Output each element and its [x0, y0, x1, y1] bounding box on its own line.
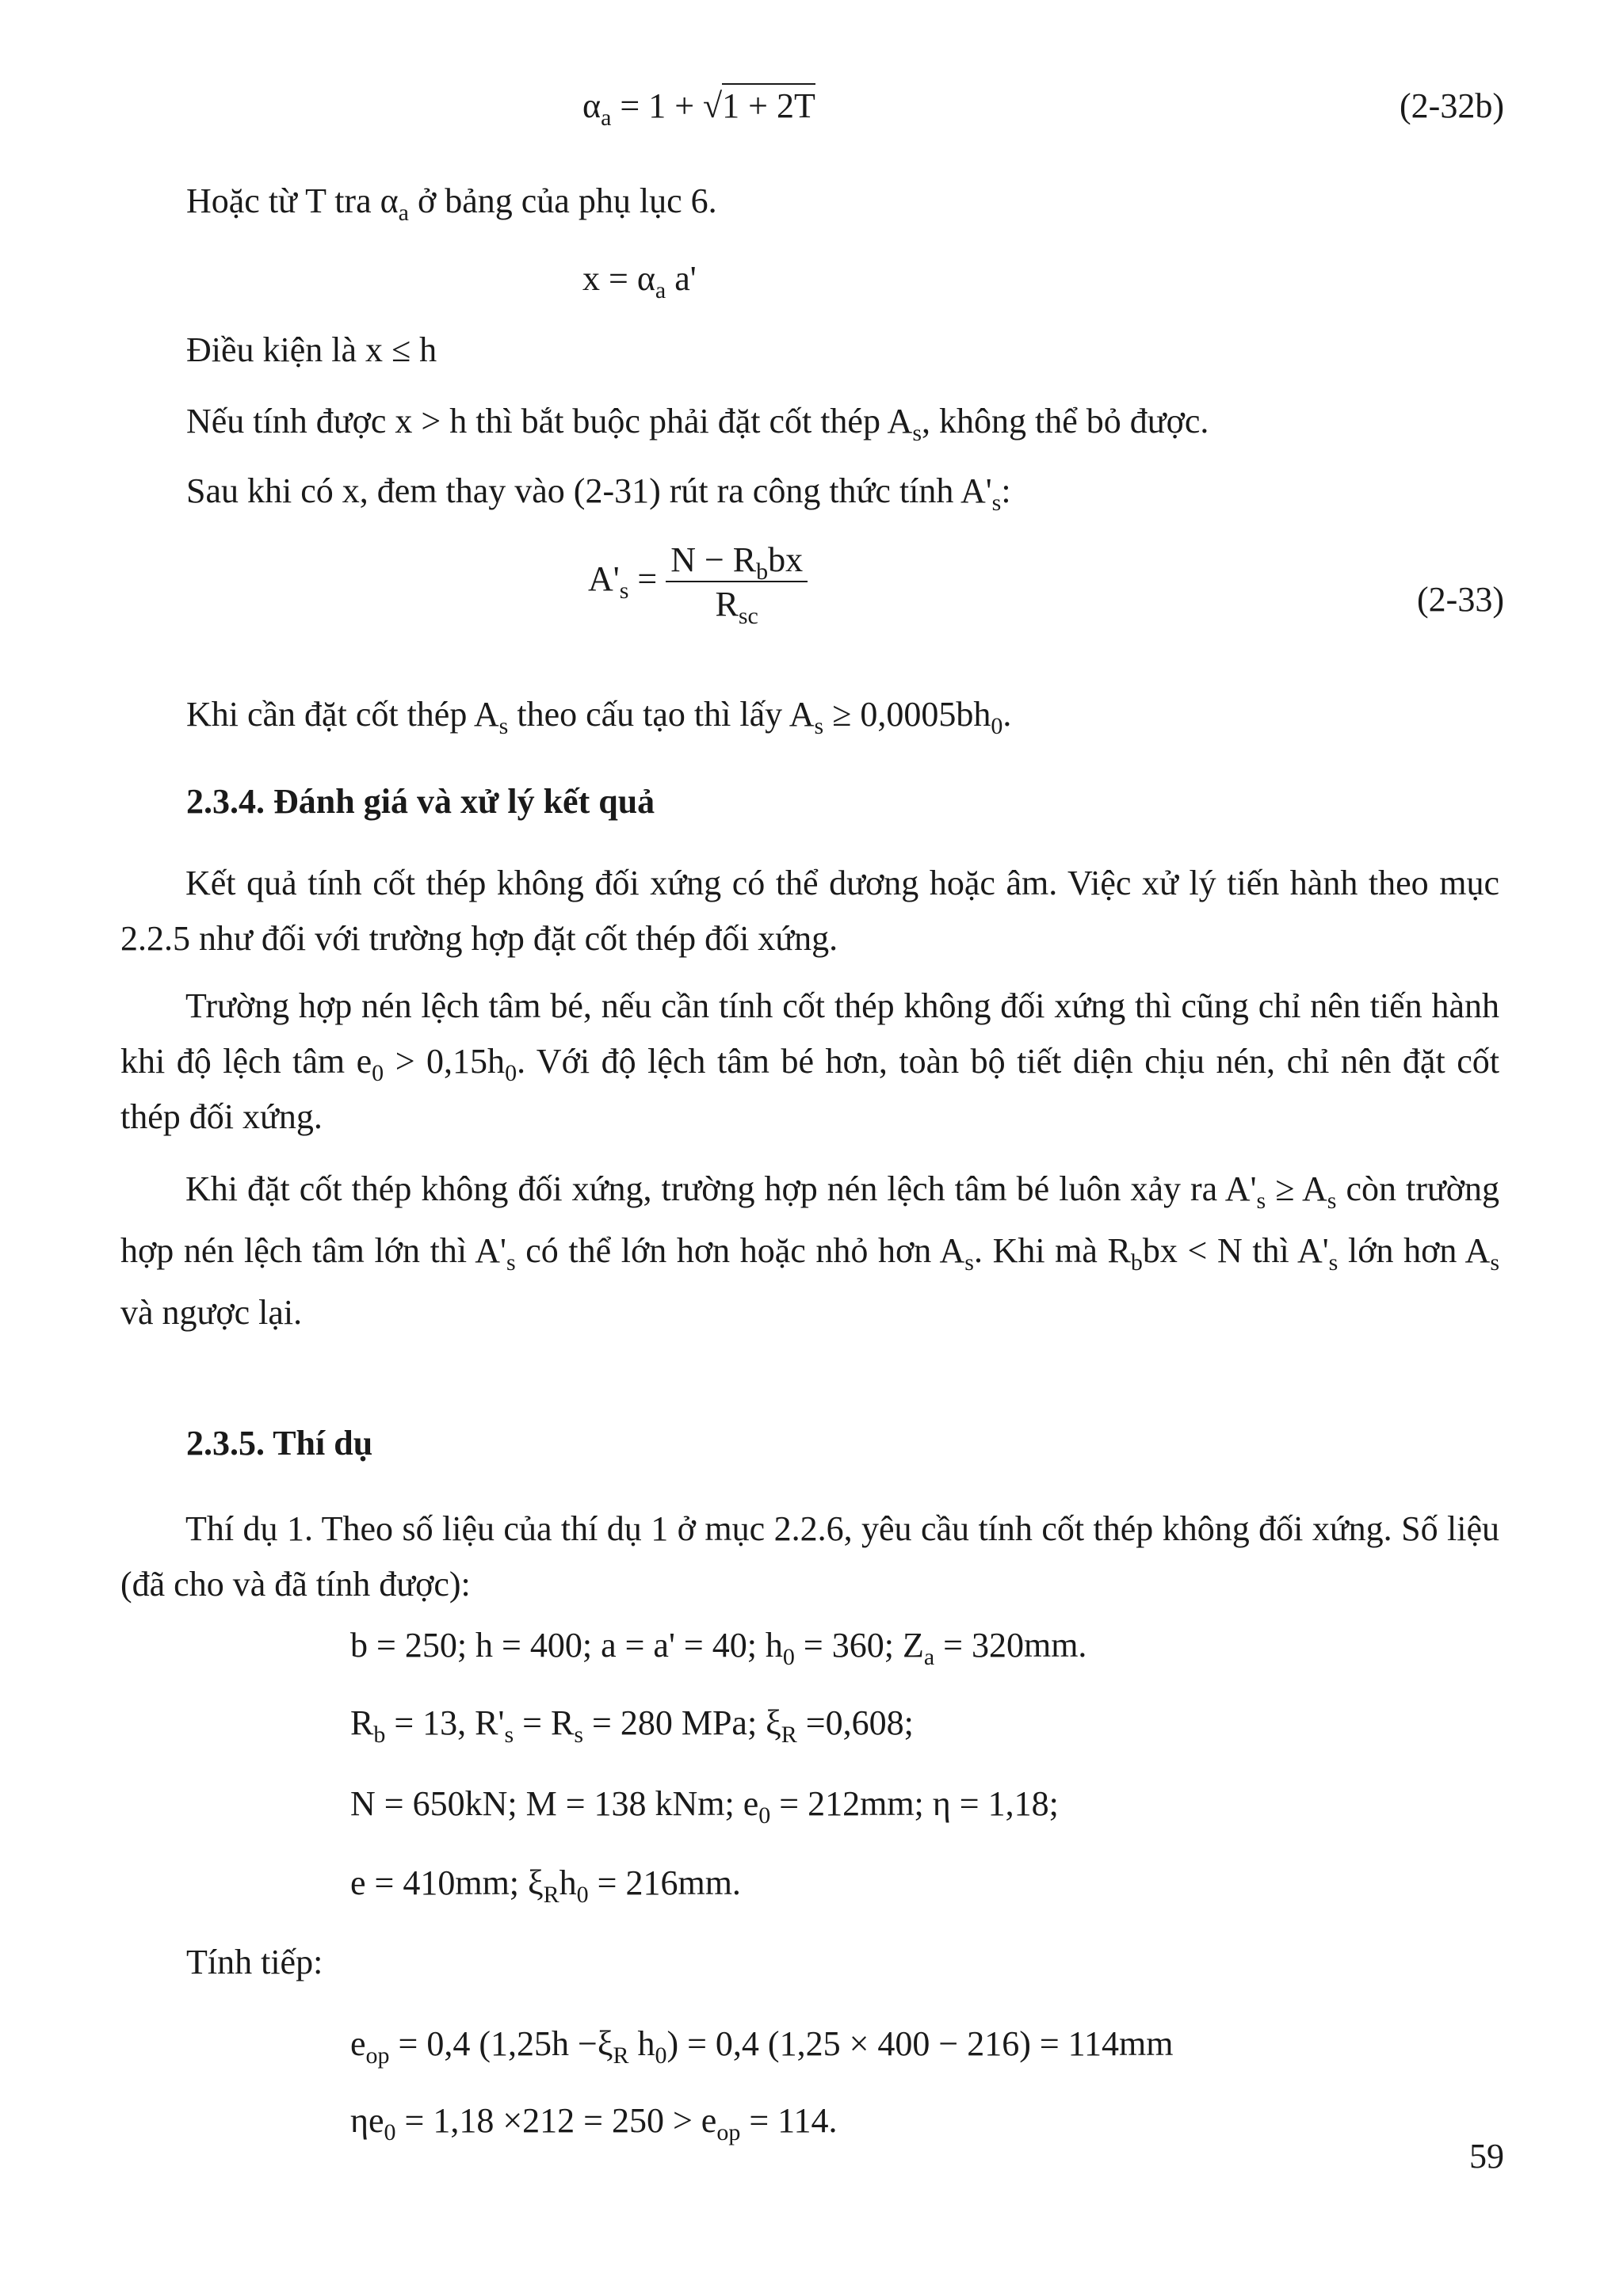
eq-subscript: a: [601, 105, 612, 131]
text-segment: ηe: [350, 2101, 384, 2140]
subscript: 0: [782, 1644, 795, 1670]
eq-denominator: [666, 582, 808, 629]
text-segment: còn trường hợp nén lệch tâm lớn thì A': [120, 1169, 1499, 1270]
subscript: s: [964, 1249, 974, 1276]
calc-line-2: [350, 2101, 838, 2145]
text-segment: Nếu tính được x > h thì bắt buộc phải đặt cốt thép A: [186, 402, 913, 441]
subscript: s: [1328, 1249, 1338, 1276]
subscript: a: [398, 200, 409, 226]
text-segment: ≥ 0,0005bh: [823, 695, 991, 734]
subscript: a: [655, 277, 666, 303]
text-segment: = R: [514, 1703, 575, 1742]
text-segment: h: [628, 2024, 655, 2063]
eq-radicand: 1 + 2T: [722, 83, 815, 125]
text-line-if: [186, 402, 1209, 446]
text-segment: ) = 0,4 (1,25 × 400 − 216) = 114mm: [666, 2024, 1174, 2063]
text-segment: = 0,4 (1,25h −ξ: [389, 2024, 613, 2063]
eq-equals: =: [637, 559, 658, 599]
text-segment: Khi đặt cốt thép không đối xứng, trường hợp nén lệch tâm bé luôn xảy ra A': [185, 1169, 1257, 1208]
paragraph-results: [120, 856, 1499, 967]
subscript: b: [1130, 1249, 1143, 1276]
eq-fraction: [666, 540, 808, 629]
text-segment: = 360; Z: [794, 1626, 924, 1665]
text-segment: x = α: [582, 259, 655, 298]
text-segment: lớn hơn A: [1338, 1231, 1491, 1270]
subscript: 0: [655, 2042, 667, 2069]
subscript: s: [1327, 1188, 1337, 1214]
subscript: op: [365, 2042, 390, 2069]
subscript: b: [373, 1722, 386, 1748]
text-segment: = 13, R': [385, 1703, 505, 1742]
text-segment: b = 250; h = 400; a = a' = 40; h: [350, 1626, 783, 1665]
text-segment: R: [350, 1703, 374, 1742]
subscript: 0: [372, 1060, 384, 1086]
text-segment: bx: [768, 540, 804, 579]
text-segment: :: [1001, 471, 1011, 510]
text-segment: = 1,18 ×212 = 250 > e: [395, 2101, 717, 2140]
subscript: b: [756, 559, 769, 585]
text-segment: .: [1002, 695, 1012, 734]
text-segment: . Khi mà R: [973, 1231, 1131, 1270]
equation-number-2-33: (2-33): [1417, 580, 1504, 619]
text-line-condition: Điều kiện là x ≤ h: [186, 330, 437, 369]
data-line-4: [350, 1863, 741, 1908]
subscript: 0: [758, 1802, 771, 1829]
text-segment: > 0,15h: [384, 1042, 506, 1081]
text-segment: = 216mm.: [588, 1863, 741, 1902]
text-segment: N − R: [670, 540, 757, 579]
eq-symbol: α: [582, 86, 601, 125]
text-line-after: [186, 471, 1011, 516]
paragraph-example-1: [120, 1501, 1499, 1612]
equation-2-33: [588, 540, 808, 629]
text-segment: ≥ A: [1266, 1169, 1327, 1208]
paragraph-text: Kết quả tính cốt thép không đối xứng có thể dương hoặc âm. Việc xử lý tiến hành theo mục 2.2.5 như đối với trường hợp đặt cốt thép đối xứng.: [120, 864, 1499, 958]
text-segment: ở bảng của phụ lục 6.: [408, 181, 717, 220]
eq-subscript: s: [619, 578, 629, 605]
text-segment: , không thể bỏ được.: [922, 402, 1209, 441]
subscript: s: [498, 713, 509, 739]
text-segment: =0,608;: [796, 1703, 914, 1742]
paragraph-asymmetric: [120, 1158, 1499, 1344]
text-segment: h: [559, 1863, 577, 1902]
subscript: s: [574, 1722, 583, 1748]
data-line-3: [350, 1784, 1059, 1829]
subscript: sc: [738, 603, 758, 629]
subscript: s: [1256, 1188, 1266, 1214]
text-segment: Trường hợp nén lệch tâm bé, nếu cần tính cốt thép không đối xứng thì cũng chỉ nên tiến hành khi độ lệch tâm e: [120, 986, 1499, 1081]
text-segment: R: [715, 585, 739, 624]
subscript: s: [991, 490, 1002, 516]
section-heading-2-3-5: 2.3.5. Thí dụ: [186, 1424, 373, 1463]
text-segment: Hoặc từ T tra α: [186, 181, 399, 220]
text-segment: = 114.: [740, 2101, 838, 2140]
text-line-when: [186, 695, 1012, 739]
equation-x: [582, 259, 697, 303]
subscript: 0: [384, 2119, 396, 2145]
subscript: R: [613, 2042, 629, 2069]
eq-sqrt-sign: = 1 + √: [620, 86, 723, 125]
data-line-2: [350, 1703, 914, 1748]
calc-line-1: [350, 2024, 1174, 2069]
equation-number-2-32b: (2-32b): [1400, 86, 1504, 125]
text-segment: N = 650kN; M = 138 kNm; e: [350, 1784, 759, 1823]
text-segment: Khi cần đặt cốt thép A: [186, 695, 499, 734]
text-segment: . Với độ lệch tâm bé hơn, toàn bộ tiết diện chịu nén, chỉ nên đặt cốt thép đối xứng.: [120, 1042, 1499, 1136]
text-segment: = 212mm; η = 1,18;: [770, 1784, 1059, 1823]
text-segment: e: [350, 2024, 366, 2063]
text-line-table-lookup: [186, 181, 717, 226]
eq-symbol: A': [588, 559, 620, 599]
text-segment: có thể lớn hơn hoặc nhỏ hơn A: [515, 1231, 965, 1270]
paragraph-small-eccentricity: [120, 978, 1499, 1145]
eq-numerator: [666, 540, 808, 585]
paragraph-text: Thí dụ 1. Theo số liệu của thí dụ 1 ở mục 2.2.6, yêu cầu tính cốt thép không đối xứng. Số liệu (đã cho và đã tính được):: [120, 1509, 1499, 1604]
subscript: s: [504, 1722, 514, 1748]
text-segment: theo cấu tạo thì lấy A: [508, 695, 815, 734]
subscript: a: [923, 1644, 935, 1670]
subscript: s: [912, 420, 922, 446]
data-line-1: [350, 1626, 1087, 1670]
subscript: s: [814, 713, 824, 739]
section-heading-2-3-4: 2.3.4. Đánh giá và xử lý kết quả: [186, 782, 655, 821]
subscript: R: [781, 1722, 797, 1748]
text-segment: Sau khi có x, đem thay vào (2-31) rút ra công thức tính A': [186, 471, 992, 510]
text-segment: và ngược lại.: [120, 1293, 303, 1332]
subscript: s: [506, 1249, 516, 1276]
subscript: op: [716, 2119, 741, 2145]
subscript: s: [1490, 1249, 1499, 1276]
subscript: 0: [576, 1882, 589, 1908]
text-line-continue: Tính tiếp:: [186, 1943, 323, 1981]
subscript: 0: [991, 713, 1003, 739]
subscript: 0: [505, 1060, 517, 1086]
text-segment: = 280 MPa; ξ: [583, 1703, 781, 1742]
text-segment: = 320mm.: [934, 1626, 1087, 1665]
equation-2-32b: [582, 86, 815, 131]
text-segment: e = 410mm; ξ: [350, 1863, 544, 1902]
text-segment: bx < N thì A': [1142, 1231, 1329, 1270]
subscript: R: [543, 1882, 559, 1908]
page-number: 59: [1469, 2137, 1504, 2176]
text-segment: a': [666, 259, 697, 298]
